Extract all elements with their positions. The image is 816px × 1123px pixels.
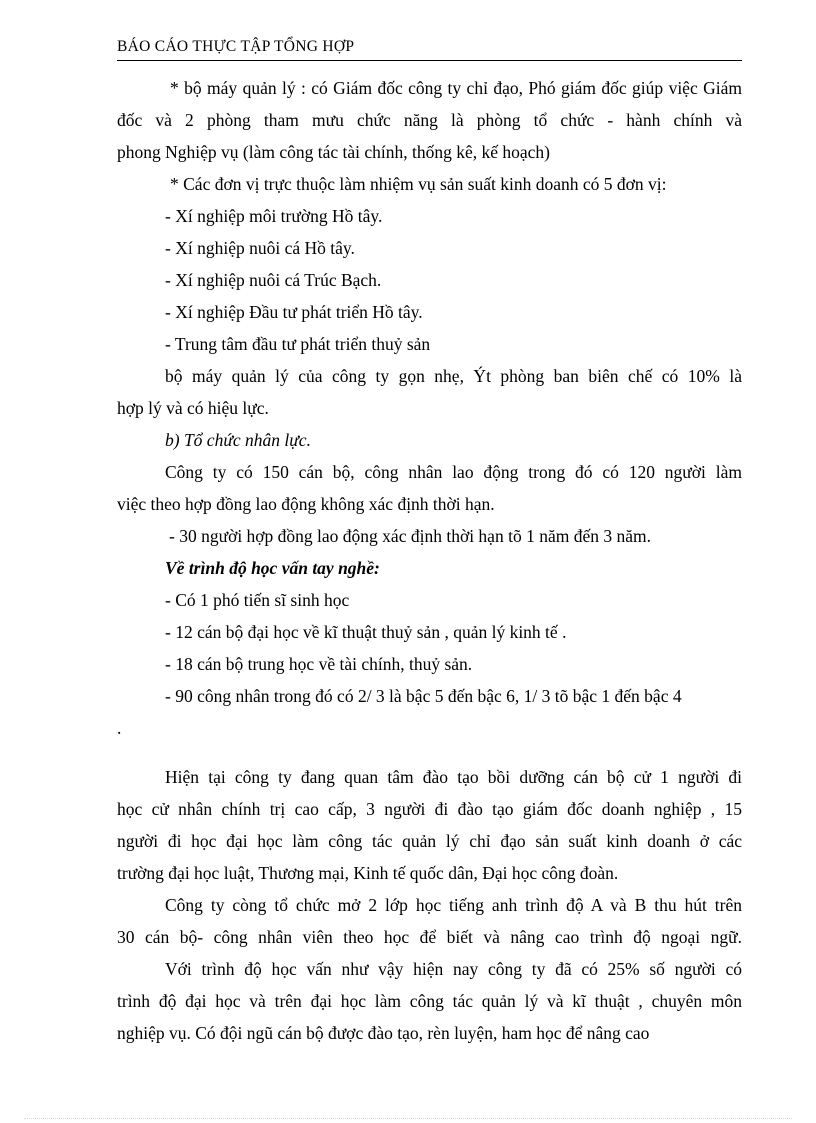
list-item: - Có 1 phó tiến sĩ sinh học [165,590,350,610]
paragraph-training-line: học cử nhân chính trị cao cấp, 3 người đi đào tạo giám đốc doanh nghiệp , 15 [117,799,742,819]
paragraph-qualifications-end: nghiệp vụ. Có đội ngũ cán bộ được đào tạo, rèn luyện, ham học để nâng cao [117,1023,650,1043]
paragraph-management-assessment: bộ máy quản lý của công ty gọn nhẹ, Ýt phòng ban biên chế có 10% là [165,366,742,386]
education-heading: Về trình độ học vấn tay nghề: [165,558,380,578]
document-body [117,72,742,1049]
paragraph-training-line: Hiện tại công ty đang quan tâm đào tạo bồi dưỡng cán bộ cử 1 người đi [165,767,742,787]
list-item: - 90 công nhân trong đó có 2/ 3 là bậc 5 đến bậc 6, 1/ 3 tõ bậc 1 đến bậc 4 [165,686,682,706]
paragraph-qualifications-line: trình độ đại học và trên đại học làm công tác quản lý và kĩ thuật , chuyên môn [117,991,742,1011]
paragraph-staff-count: Công ty có 150 cán bộ, công nhân lao động trong đó có 120 người làm [165,462,742,482]
section-heading-b: b) Tổ chức nhân lực. [165,430,311,450]
paragraph-qualifications-line: Với trình độ học vấn như vậy hiện nay công ty đã có 25% số người có [165,959,742,979]
list-item: - Xí nghiệp Đầu tư phát triển Hồ tây. [165,302,423,322]
list-item-trailing-dot: . [117,718,122,738]
paragraph-staff-count-end: việc theo hợp đồng lao động không xác định thời hạn. [117,494,495,514]
paragraph-fixed-term: - 30 người hợp đồng lao động xác định thời hạn tõ 1 năm đến 3 năm. [169,526,651,546]
paragraph-management-structure-end: phong Nghiệp vụ (làm công tác tài chính, thống kê, kế hoạch) [117,142,551,162]
paragraph-english-classes-line: Công ty còng tổ chức mở 2 lớp học tiếng anh trình độ A và B thu hút trên [165,895,742,915]
page-header [117,36,742,61]
page-bottom-divider [24,1118,792,1119]
paragraph-training-line: người đi học đại học làm công tác quản lý chỉ đạo sản suất kinh doanh ở các [117,831,742,851]
list-item: - Trung tâm đầu tư phát triển thuỷ sản [165,334,431,354]
paragraph-units-intro: * Các đơn vị trực thuộc làm nhiệm vụ sản suất kinh doanh có 5 đơn vị: [170,174,667,194]
list-item: - Xí nghiệp nuôi cá Hồ tây. [165,238,355,258]
paragraph-training-end: trường đại học luật, Thương mại, Kinh tế quốc dân, Đại học công đoàn. [117,863,619,883]
list-item: - Xí nghiệp môi trường Hồ tây. [165,206,383,226]
list-item: - Xí nghiệp nuôi cá Trúc Bạch. [165,270,382,290]
list-item: - 18 cán bộ trung học về tài chính, thuỷ sản. [165,654,473,674]
paragraph-management-assessment-end: hợp lý và có hiệu lực. [117,398,269,418]
list-item: - 12 cán bộ đại học về kĩ thuật thuỷ sản , quản lý kinh tế . [165,622,567,642]
paragraph-spacer [117,744,742,761]
report-title: BÁO CÁO THỰC TẬP TỔNG HỢP [117,38,355,55]
paragraph-english-classes-line: 30 cán bộ- công nhân viên theo học để biết và nâng cao trình độ ngoại ngữ. [117,927,742,947]
paragraph-management-structure: * bộ máy quản lý : có Giám đốc công ty chỉ đạo, Phó giám đốc giúp việc Giám đốc và 2 phòng tham mưu chức năng là phòng tổ chức - hành chính và [117,78,742,130]
